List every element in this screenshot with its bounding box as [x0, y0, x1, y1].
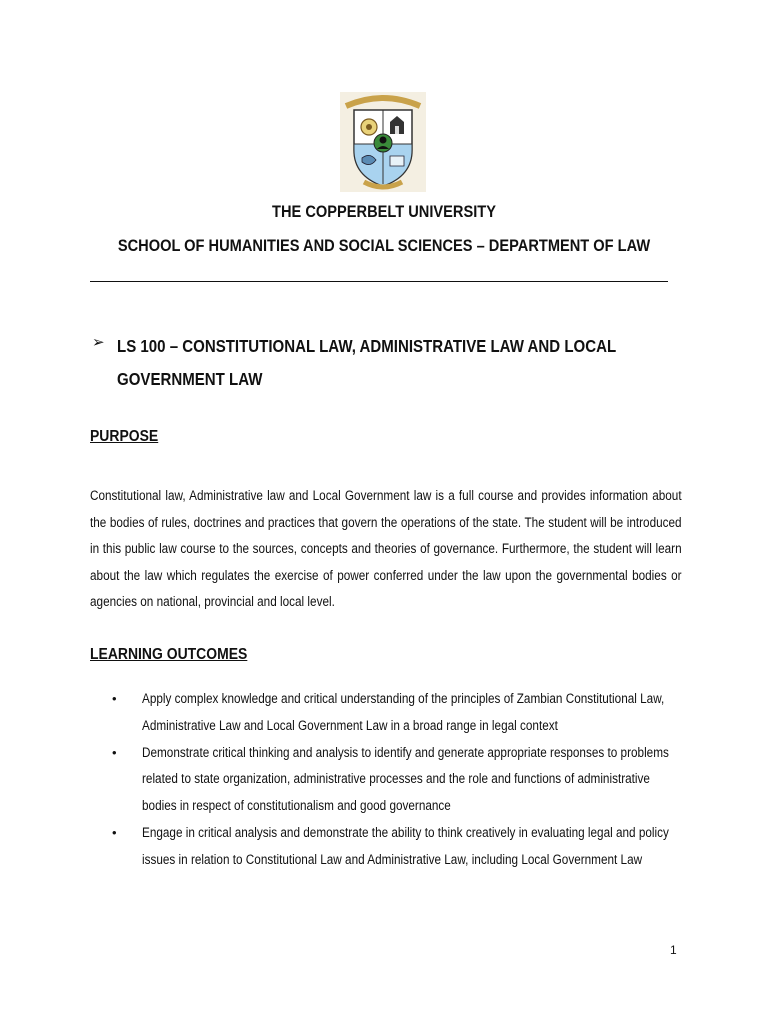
learning-outcomes-heading: LEARNING OUTCOMES [90, 646, 248, 663]
university-crest-logo [340, 92, 426, 192]
list-item [90, 820, 740, 874]
purpose-paragraph: Constitutional law, Administrative law and Local Government law is a full course and provides information about the bodies of rules, doctrines and practices that govern the operations of the state. The student will be introduced in this public law course to the sources, concepts and theories of governance. Furthermore, the student will learn about the law which regulates the exercise of power conferred under the law upon the governmental bodies or agencies on national, provincial and local level. [90, 488, 682, 609]
page-number: 1 [670, 943, 677, 957]
learning-outcomes-list [90, 686, 740, 874]
outcome-text: Engage in critical analysis and demonstrate the ability to think creatively in evaluating legal and policy issues in relation to Constitutional Law and Administrative Law, including Local Government Law [142, 824, 669, 867]
purpose-heading: PURPOSE [90, 428, 159, 445]
university-name: THE COPPERBELT UNIVERSITY [272, 202, 496, 221]
school-department-title: SCHOOL OF HUMANITIES AND SOCIAL SCIENCES – DEPARTMENT OF LAW [117, 236, 651, 255]
course-title: LS 100 – CONSTITUTIONAL LAW, ADMINISTRATIVE LAW AND LOCAL GOVERNMENT LAW [117, 336, 616, 389]
bullet-icon: • [112, 744, 117, 760]
arrow-bullet-icon: ➢ [92, 334, 105, 351]
outcome-text: Demonstrate critical thinking and analysis to identify and generate appropriate responses to problems related to state organization, administrative processes and the role and functions of administrative bodies in respect of constitutionalism and good governance [142, 744, 669, 814]
list-item [90, 740, 740, 820]
list-item [90, 686, 740, 740]
bullet-icon: • [112, 824, 117, 840]
bullet-icon: • [112, 691, 117, 706]
outcome-text: Apply complex knowledge and critical understanding of the principles of Zambian Constitutional Law, Administrative Law and Local Government Law in a broad range in legal context [142, 691, 665, 733]
header-divider [90, 281, 668, 282]
